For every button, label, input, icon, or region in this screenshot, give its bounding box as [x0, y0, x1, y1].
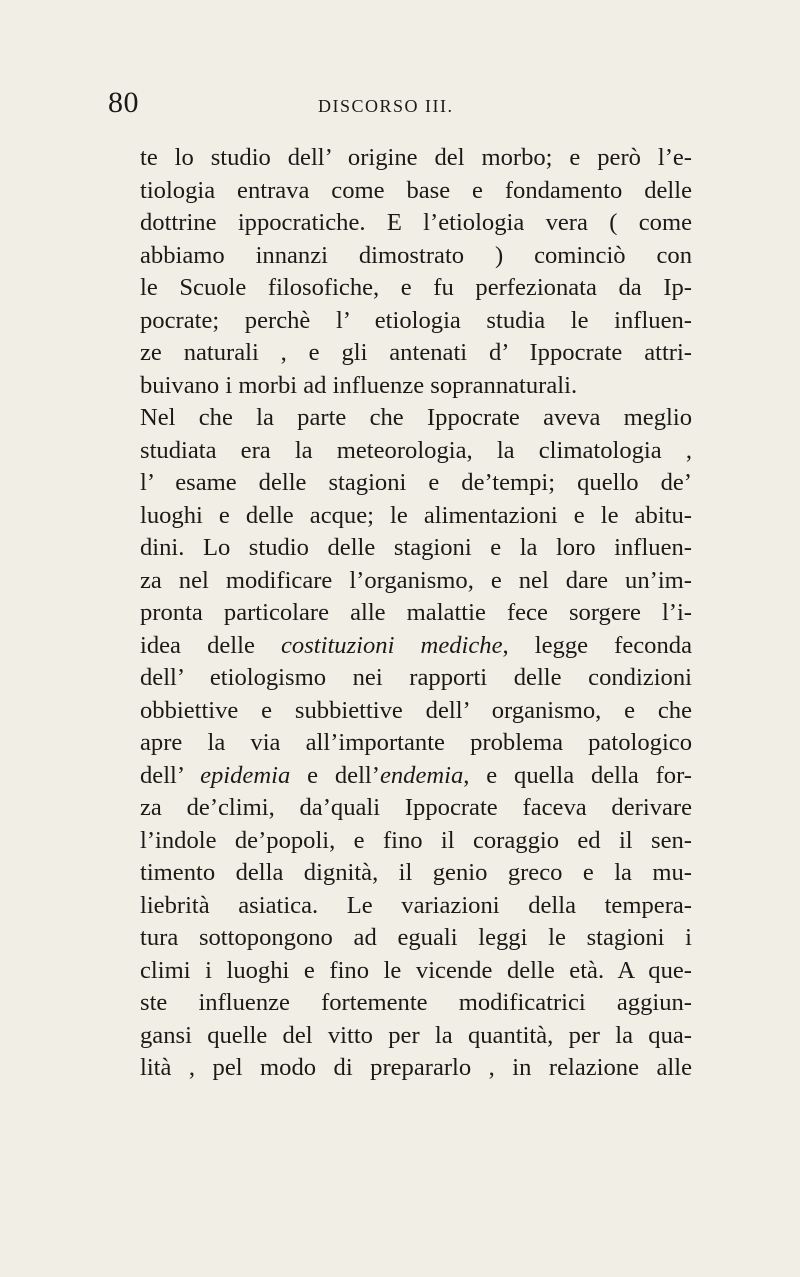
text-line: apre la via all’importante problema patologico [140, 729, 692, 756]
text-line: pronta particolare alle malattie fece sorgere l’i- [140, 599, 692, 626]
text-line: l’ esame delle stagioni e de’tempi; quello de’ [140, 469, 692, 496]
text-line [140, 630, 692, 663]
text-line: abbiamo innanzi dimostrato ) cominciò con [140, 241, 692, 269]
text-line: buivano i morbi ad influenze soprannaturali. [140, 371, 578, 399]
text-line: pocrate; perchè l’ etiologia studia le influen- [140, 306, 692, 334]
text-line: gansi quelle del vitto per la quantità, per la qua- [140, 1021, 692, 1049]
page-number: 80 [108, 86, 139, 119]
italic-term: costituzioni mediche [281, 631, 503, 659]
text-segment: , legge feconda [502, 631, 692, 659]
text-line: l’indole de’popoli, e fino il coraggio ed il sen- [140, 826, 692, 854]
text-line: climi i luoghi e fino le vicende delle età. A que- [140, 956, 692, 984]
text-line: studiata era la meteorologia, la climatologia , [140, 436, 692, 464]
text-line: luoghi e delle acque; le alimentazioni e le abitu- [140, 501, 692, 529]
text-line: dottrine ippocratiche. E l’etiologia vera ( come [140, 209, 692, 236]
text-line: dini. Lo studio delle stagioni e la loro influen- [140, 534, 692, 561]
text-line [140, 760, 692, 793]
italic-term: epidemia [200, 761, 291, 789]
text-line: tura sottopongono ad eguali leggi le stagioni i [140, 924, 692, 951]
text-line: za nel modificare l’organismo, e nel dare un’im- [140, 566, 692, 594]
text-line: le Scuole filosofiche, e fu perfezionata da Ip- [140, 274, 692, 301]
text-line: obbiettive e subbiettive dell’ organismo, e che [140, 696, 692, 724]
text-line: ze naturali , e gli antenati d’ Ippocrate attri- [140, 339, 692, 366]
running-head: DISCORSO III. [318, 96, 454, 116]
text-segment: e dell’ [290, 761, 380, 789]
text-line: lità , pel modo di prepararlo , in relazione alle [140, 1054, 692, 1081]
text-segment: idea delle [140, 631, 282, 659]
text-segment: dell’ [140, 761, 201, 789]
text-line: te lo studio dell’ origine del morbo; e però l’e- [140, 144, 692, 171]
text-line: Nel che la parte che Ippocrate aveva meglio [140, 404, 692, 431]
text-segment: , e quella della for- [463, 761, 692, 789]
text-line: liebrità asiatica. Le variazioni della tempera- [140, 891, 692, 919]
italic-term: endemia [379, 761, 464, 789]
page-header [108, 88, 708, 128]
text-line: ste influenze fortemente modificatrici aggiun- [140, 989, 692, 1016]
text-line: timento della dignità, il genio greco e la mu- [140, 859, 692, 886]
text-line: za de’climi, da’quali Ippocrate faceva derivare [140, 794, 692, 821]
body-text [140, 142, 692, 1085]
text-line: dell’ etiologismo nei rapporti delle condizioni [140, 664, 692, 691]
text-line: tiologia entrava come base e fondamento delle [140, 176, 692, 204]
